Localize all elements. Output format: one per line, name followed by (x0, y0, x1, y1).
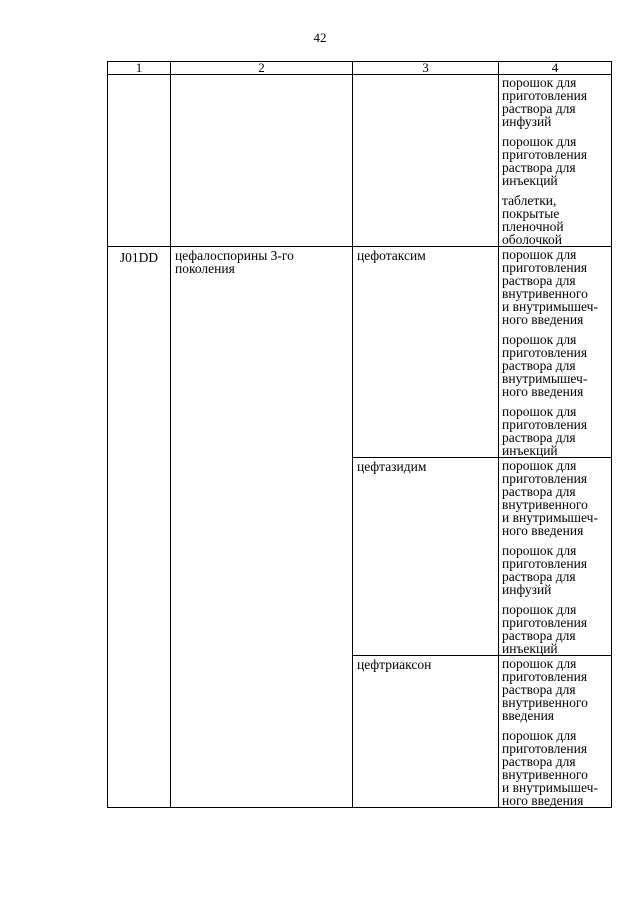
dosage-form-line: и внутримышеч- (502, 299, 598, 314)
dosage-form-line: приготовления (502, 615, 588, 630)
dosage-form-line: инфузий (502, 582, 552, 597)
dosage-form-line: порошок для (502, 543, 577, 558)
dosage-form-line: инъекций (502, 443, 558, 458)
dosage-form-line: приготовления (502, 147, 588, 162)
dosage-form (502, 657, 609, 722)
group-name-line: поколения (175, 261, 235, 276)
dosage-form-line: раствора для (502, 484, 576, 499)
dosage-form-line: ного введения (502, 312, 584, 327)
drug-name-cell (353, 656, 499, 808)
dosage-form-line: порошок для (502, 458, 577, 473)
column-header-2: 2 (171, 62, 353, 75)
dosage-form-list (499, 656, 611, 807)
dosage-form-line: внутривенного (502, 767, 588, 782)
atc-code-cell (108, 247, 171, 808)
table-header-row (108, 62, 612, 75)
dosage-form-line: раствора для (502, 273, 576, 288)
dosage-form (502, 194, 609, 246)
dosage-form-line: приготовления (502, 556, 588, 571)
dosage-form-line: приготовления (502, 417, 588, 432)
group-name-line: цефалоспорины 3-го (175, 248, 294, 263)
drug-name: цефотаксим (357, 248, 426, 263)
medication-table (107, 61, 612, 808)
dosage-form-line: инфузий (502, 114, 552, 129)
dosage-form-line: раствора для (502, 682, 576, 697)
dosage-form-line: раствора для (502, 628, 576, 643)
dosage-form-list (499, 75, 611, 246)
dosage-form-line: и внутримышеч- (502, 780, 598, 795)
dosage-form-list (499, 458, 611, 655)
dosage-form-line: раствора для (502, 754, 576, 769)
dosage-form-line: пленочной (502, 219, 564, 234)
dosage-form-line: порошок для (502, 404, 577, 419)
dosage-forms-cell (499, 656, 612, 808)
dosage-form (502, 248, 609, 326)
dosage-form-line: ного введения (502, 384, 584, 399)
dosage-form-line: внутримышеч- (502, 371, 588, 386)
dosage-form-line: порошок для (502, 75, 577, 90)
dosage-form-list (499, 247, 611, 457)
dosage-form-line: порошок для (502, 728, 577, 743)
dosage-form-line: таблетки, (502, 193, 557, 208)
dosage-form (502, 729, 609, 807)
dosage-form-line: ного введения (502, 523, 584, 538)
dosage-form-line: раствора для (502, 101, 576, 116)
group-name (171, 247, 352, 275)
atc-code-cell (108, 75, 171, 247)
dosage-form-line: внутривенного (502, 497, 588, 512)
dosage-form-line: порошок для (502, 332, 577, 347)
dosage-form (502, 459, 609, 537)
dosage-form-line: порошок для (502, 247, 577, 262)
dosage-form-line: приготовления (502, 741, 588, 756)
dosage-form-line: инъекций (502, 173, 558, 188)
page-number: 42 (313, 30, 327, 45)
dosage-form-line: раствора для (502, 430, 576, 445)
dosage-form (502, 603, 609, 655)
dosage-form-line: порошок для (502, 656, 577, 671)
group-name-cell (171, 247, 353, 808)
dosage-form (502, 405, 609, 457)
dosage-form-line: приготовления (502, 88, 588, 103)
dosage-form-line: порошок для (502, 134, 577, 149)
dosage-forms-cell (499, 458, 612, 656)
dosage-forms-cell (499, 75, 612, 247)
dosage-form-line: внутривенного (502, 286, 588, 301)
dosage-form (502, 544, 609, 596)
drug-name: цефтриаксон (357, 657, 432, 672)
dosage-form-line: оболочкой (502, 232, 562, 247)
dosage-form (502, 135, 609, 187)
drug-name: цефтазидим (357, 459, 427, 474)
drug-name-cell (353, 458, 499, 656)
dosage-form-line: внутривенного (502, 695, 588, 710)
dosage-form-line: приготовления (502, 345, 588, 360)
drug-name-cell (353, 75, 499, 247)
dosage-form-line: приготовления (502, 669, 588, 684)
dosage-form-line: ного введения (502, 793, 584, 808)
dosage-form-line: порошок для (502, 602, 577, 617)
dosage-form (502, 333, 609, 398)
dosage-form-line: раствора для (502, 160, 576, 175)
atc-code: J01DD (119, 250, 159, 265)
dosage-forms-cell (499, 247, 612, 458)
dosage-form-line: приготовления (502, 260, 588, 275)
dosage-form (502, 76, 609, 128)
dosage-form-line: раствора для (502, 358, 576, 373)
column-header-3: 3 (353, 62, 499, 75)
dosage-form-line: инъекций (502, 641, 558, 656)
dosage-form-line: введения (502, 708, 555, 723)
dosage-form-line: раствора для (502, 569, 576, 584)
dosage-form-line: и внутримышеч- (502, 510, 598, 525)
table-row (108, 247, 612, 458)
dosage-form-line: покрытые (502, 206, 560, 221)
dosage-form-line: приготовления (502, 471, 588, 486)
column-header-4: 4 (499, 62, 612, 75)
table-row (108, 75, 612, 247)
drug-name-cell (353, 247, 499, 458)
group-name-cell (171, 75, 353, 247)
column-header-1: 1 (108, 62, 171, 75)
